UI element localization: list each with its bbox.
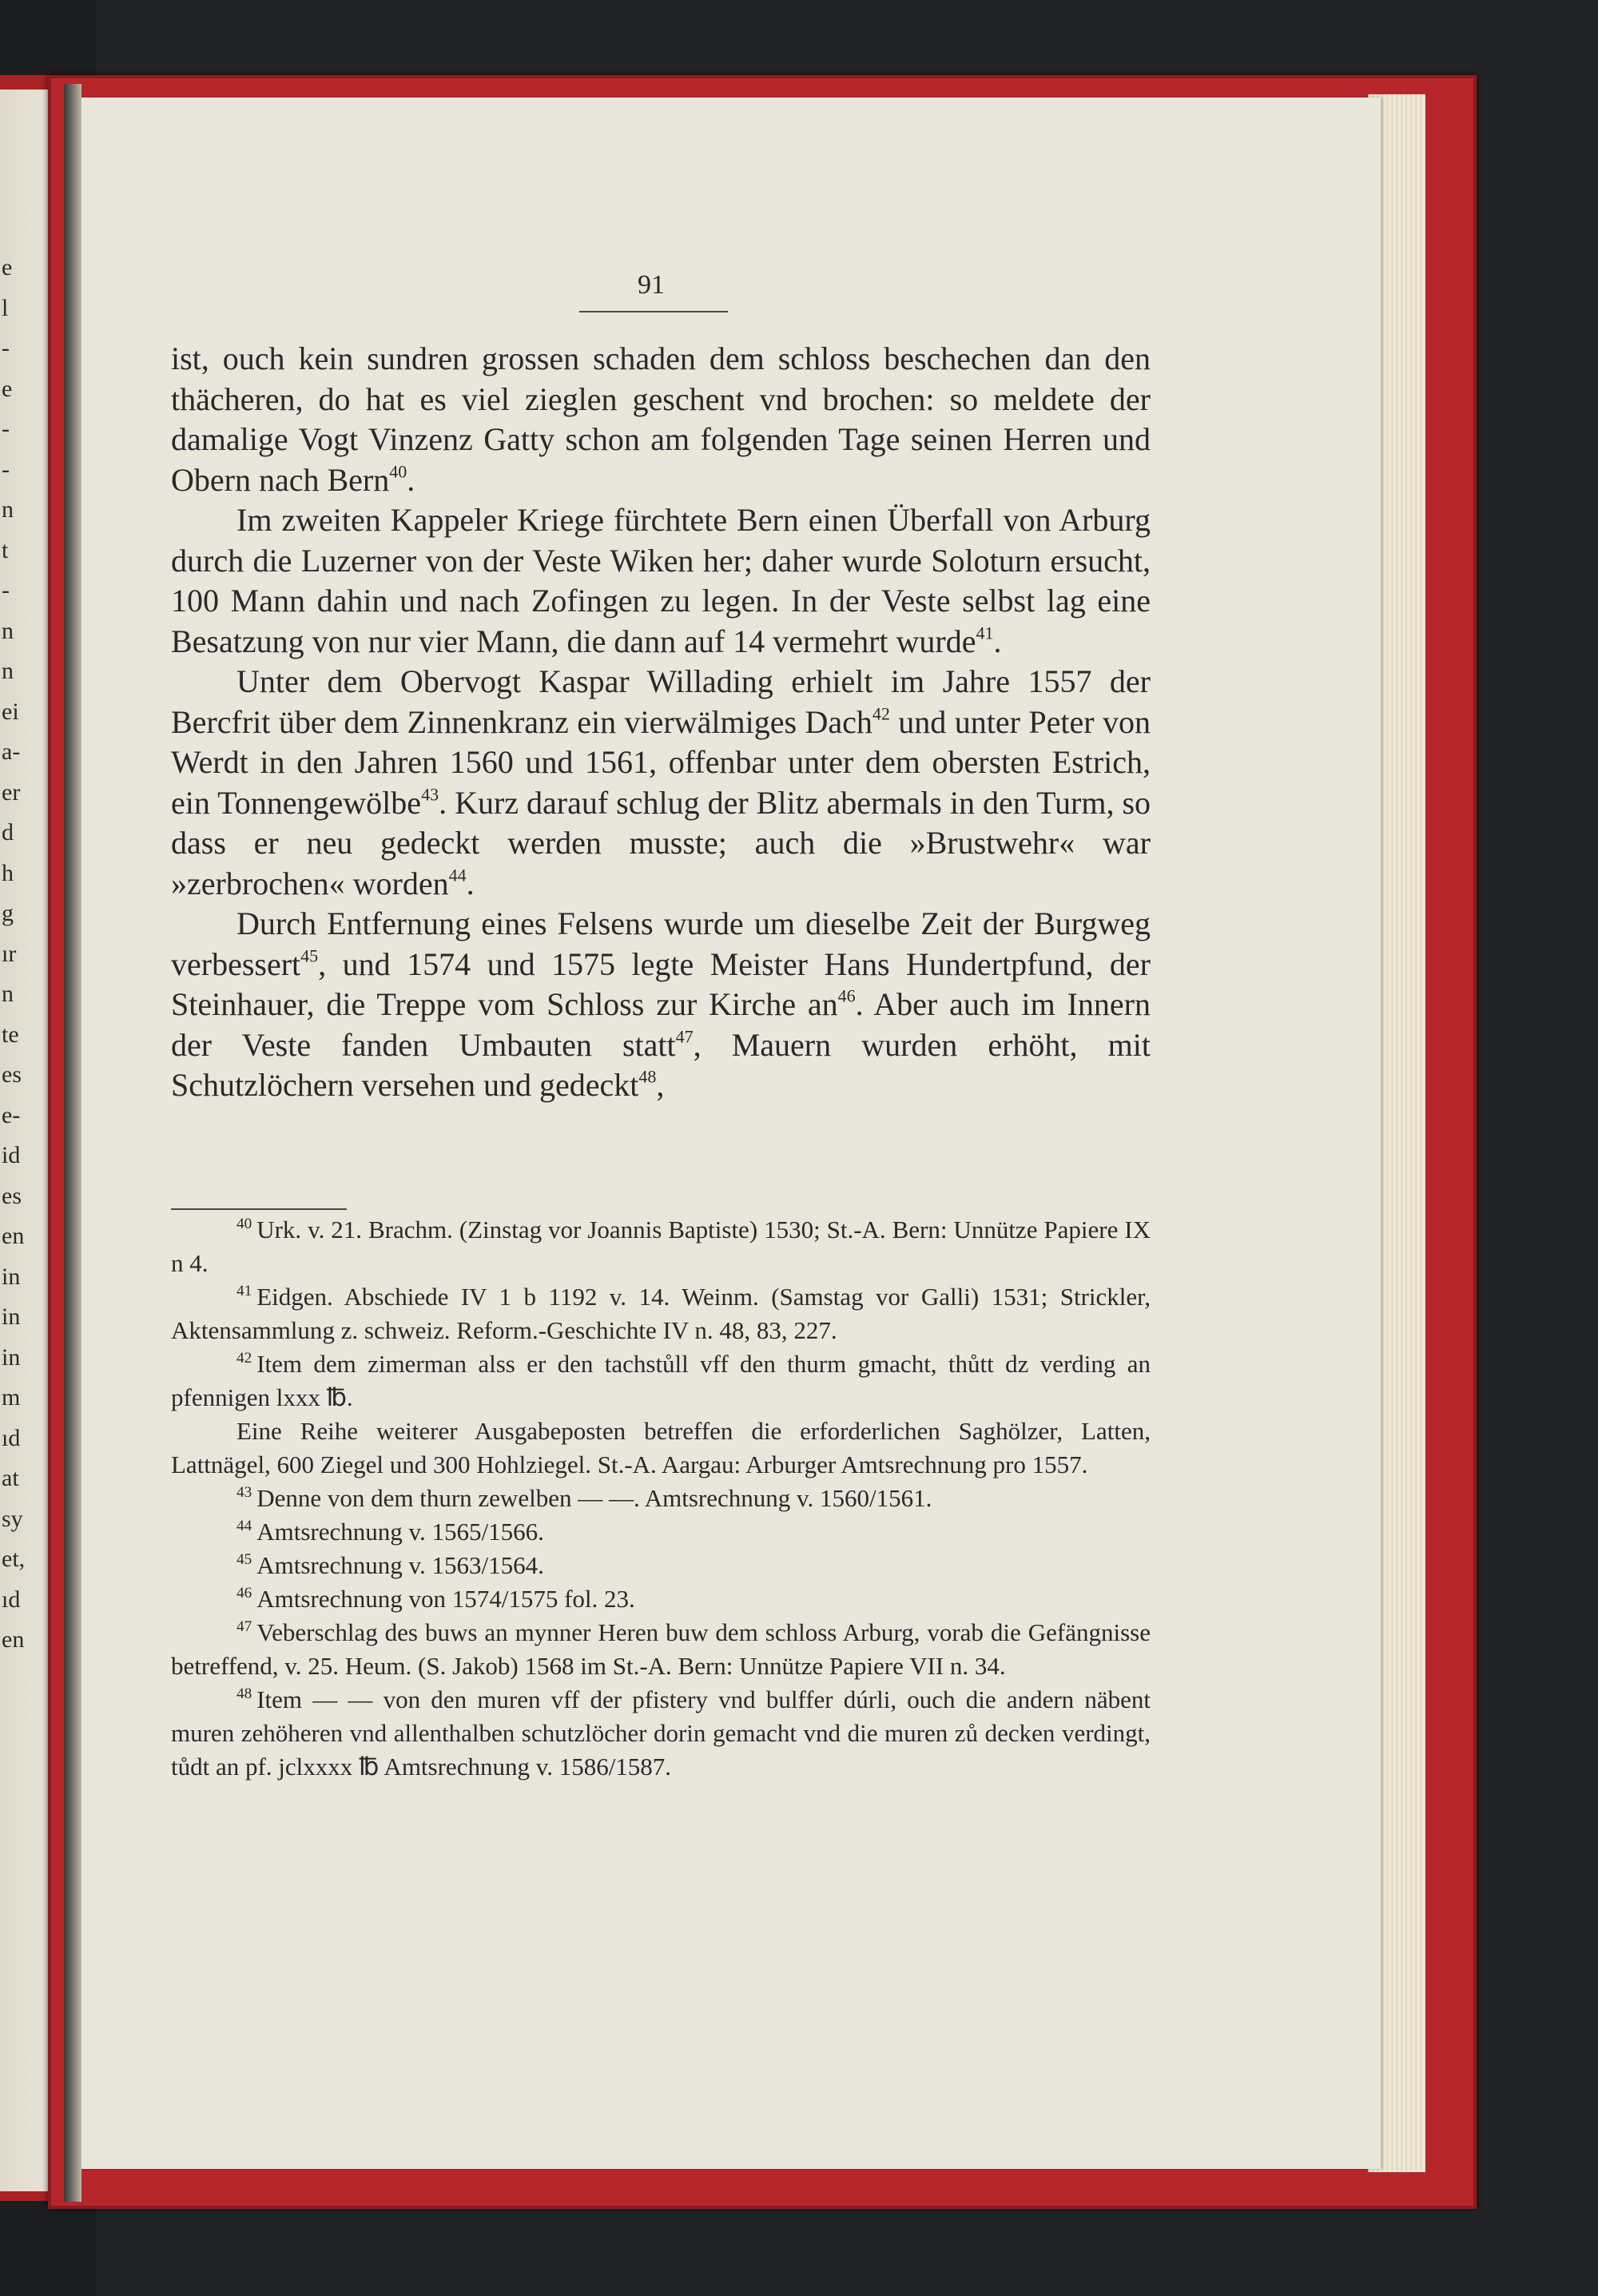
left-page-fragment: g bbox=[2, 900, 14, 927]
footnote-text: Item — — von den muren vff der pfistery vnd bulffer dúrli, ouch die andern näbent muren zehöheren vnd allenthalben schutzlöcher dorin gemacht vnd die muren zů decken verdingt, tůdt an pf. jclxxxx ℔ Amtsrechnung v. 1586/1587. bbox=[171, 1685, 1151, 1781]
paragraph-text: Im zweiten Kappeler Kriege fürchtete Bern einen Überfall von Arburg durch die Luzerner von der Veste Wiken her; daher wurde Soloturn ersucht, 100 Mann dahin und nach Zofingen zu legen. In der Veste selbst lag eine Besatzung von nur vier Mann, die dann auf 14 vermehrt wurde bbox=[171, 502, 1151, 659]
left-page-fragment: n bbox=[2, 658, 14, 685]
footnote-number: 47 bbox=[237, 1618, 252, 1636]
left-page-fragment: - bbox=[2, 335, 10, 362]
footnote bbox=[171, 1515, 1151, 1549]
paragraph-text: und unter Peter von Werdt in den Jahren 1560 und 1561, offenbar unter dem obersten Estrich, ein Tonnengewölbe bbox=[171, 703, 1151, 821]
left-page-fragment: ıd bbox=[2, 1586, 21, 1613]
left-page-fragment: id bbox=[2, 1142, 21, 1169]
footnote bbox=[171, 1549, 1151, 1582]
left-page-fragment: - bbox=[2, 577, 10, 604]
footnote-number: 40 bbox=[237, 1216, 252, 1233]
left-page-fragment: ei bbox=[2, 698, 19, 725]
footnote-text: Amtsrechnung von 1574/1575 fol. 23. bbox=[256, 1585, 635, 1613]
footnote-reference: 48 bbox=[638, 1066, 657, 1087]
footnote-number: 48 bbox=[237, 1685, 252, 1703]
left-page-fragment: at bbox=[2, 1465, 19, 1492]
paragraph-text: , und 1574 und 1575 legte Meister Hans Hundertpfund, der Steinhauer, die Treppe vom Schloss zur Kirche an bbox=[171, 945, 1151, 1022]
footnote bbox=[171, 1347, 1151, 1415]
left-page-fragment: h bbox=[2, 859, 14, 886]
footnote-text: Veberschlag des buws an mynner Heren buw dem schloss Arburg, vorab die Gefängnisse betreffend, v. 25. Heum. (S. Jakob) 1568 im St.-A. Bern: Unnütze Papiere VII n. 34. bbox=[171, 1618, 1151, 1680]
left-page-fragment: en bbox=[2, 1223, 25, 1250]
footnote-number: 45 bbox=[237, 1551, 252, 1569]
footnote-number: 42 bbox=[237, 1350, 252, 1367]
footnote-reference: 41 bbox=[976, 623, 994, 643]
footnote bbox=[171, 1616, 1151, 1683]
book-gutter bbox=[64, 84, 81, 2202]
paragraph-text: . Aber auch im Innern der Veste fanden Umbauten statt bbox=[171, 986, 1151, 1063]
left-page-fragment: es bbox=[2, 1061, 22, 1088]
footnote-number: 46 bbox=[237, 1585, 252, 1602]
page-number-rule bbox=[579, 311, 728, 312]
left-page-fragment: n bbox=[2, 496, 14, 523]
footnote-rule bbox=[171, 1208, 347, 1210]
left-page-fragment: - bbox=[2, 456, 10, 483]
left-page-fragment: sy bbox=[2, 1505, 23, 1532]
paragraph-text: . bbox=[993, 623, 1002, 659]
footnote-text: Denne von dem thurn zewelben — —. Amtsrechnung v. 1560/1561. bbox=[256, 1484, 932, 1512]
footnote-reference: 47 bbox=[675, 1026, 694, 1046]
footnote-text: Eine Reihe weiterer Ausgabeposten betreffen die erforderlichen Saghölzer, Latten, Lattnägel, 600 Ziegel und 300 Hohlziegel. St.-A. Aargau: Arburger Amtsrechnung pro 1557. bbox=[171, 1417, 1151, 1478]
paragraph-text: Durch Entfernung eines Felsens wurde um dieselbe Zeit der Burgweg verbessert bbox=[171, 905, 1151, 982]
body-text bbox=[171, 339, 1151, 1106]
left-page-fragment: ıd bbox=[2, 1424, 21, 1451]
footnote-text: Urk. v. 21. Brachm. (Zinstag vor Joannis Baptiste) 1530; St.-A. Bern: Unnütze Papiere IX n 4. bbox=[171, 1216, 1151, 1277]
footnote-reference: 46 bbox=[837, 985, 856, 1006]
paragraph bbox=[171, 904, 1151, 1106]
paragraph-text: , bbox=[656, 1067, 665, 1103]
left-page-fragment: n bbox=[2, 617, 14, 644]
paragraph bbox=[171, 500, 1151, 662]
left-page-fragment: t bbox=[2, 536, 9, 563]
left-page-fragment: es bbox=[2, 1182, 22, 1209]
page-number: 91 bbox=[638, 270, 665, 300]
left-page-fragment: d bbox=[2, 819, 14, 846]
footnote bbox=[171, 1213, 1151, 1280]
footnote-text: Amtsrechnung v. 1563/1564. bbox=[256, 1551, 544, 1579]
left-page-fragment: en bbox=[2, 1626, 25, 1653]
paragraph bbox=[171, 662, 1151, 904]
footnote-number: 43 bbox=[237, 1484, 252, 1502]
paragraph bbox=[171, 339, 1151, 500]
left-page-fragment: - bbox=[2, 416, 10, 443]
footnote bbox=[171, 1482, 1151, 1515]
footnote-text: Item dem zimerman alss er den tachstůll vff den thurm gmacht, thůtt dz verding an pfennigen lxxx ℔. bbox=[171, 1350, 1151, 1411]
left-page-fragment: e bbox=[2, 375, 13, 402]
left-page-fragment: er bbox=[2, 778, 21, 806]
footnote-text: Eidgen. Abschiede IV 1 b 1192 v. 14. Weinm. (Samstag vor Galli) 1531; Strickler, Aktensammlung z. schweiz. Reform.-Geschichte IV n. 48, 83, 227. bbox=[171, 1283, 1151, 1344]
left-page-fragment: in bbox=[2, 1343, 21, 1371]
footnote-reference: 40 bbox=[389, 461, 407, 481]
paragraph-text: . Kurz darauf schlug der Blitz abermals in den Turm, so dass er neu gedeckt werden musste; auch die »Brustwehr« war »zerbrochen« worden bbox=[171, 784, 1151, 901]
paragraph-text: . bbox=[466, 865, 475, 901]
footnote-number: 44 bbox=[237, 1518, 252, 1535]
paragraph-text: Unter dem Obervogt Kaspar Willading erhielt im Jahre 1557 der Bercfrit über dem Zinnenkranz ein vierwälmiges Dach bbox=[171, 663, 1151, 740]
left-page-fragment: ır bbox=[2, 940, 17, 967]
footnote-reference: 44 bbox=[448, 865, 467, 885]
left-page-fragment: et, bbox=[2, 1546, 26, 1573]
footnote bbox=[171, 1683, 1151, 1784]
footnote-reference: 42 bbox=[872, 703, 890, 723]
left-page-fragment: in bbox=[2, 1263, 21, 1290]
paragraph-text: . bbox=[407, 461, 415, 498]
footnote bbox=[171, 1415, 1151, 1482]
paragraph-text: , Mauern wurden erhöht, mit Schutzlöchern versehen und gedeckt bbox=[171, 1026, 1151, 1103]
left-page-fragment: e- bbox=[2, 1101, 21, 1128]
footnote-reference: 45 bbox=[300, 945, 319, 965]
footnote-text: Amtsrechnung v. 1565/1566. bbox=[256, 1518, 544, 1546]
left-page-fragment: te bbox=[2, 1021, 19, 1048]
left-page-fragment: l bbox=[2, 294, 9, 321]
footnotes bbox=[171, 1213, 1151, 1784]
left-page-fragment: in bbox=[2, 1303, 21, 1331]
left-page-fragment: a- bbox=[2, 738, 21, 766]
left-page-fragment: m bbox=[2, 1384, 21, 1411]
left-page-fragment: e bbox=[2, 254, 13, 281]
footnote bbox=[171, 1582, 1151, 1616]
footnote-reference: 43 bbox=[421, 784, 439, 804]
footnote bbox=[171, 1280, 1151, 1347]
left-page-fragment: n bbox=[2, 981, 14, 1008]
paragraph-text: ist, ouch kein sundren grossen schaden dem schloss beschechen dan den thächeren, do hat es viel zieglen geschent vnd brochen: so meldete der damalige Vogt Vinzenz Gatty schon am folgenden Tage seinen Herren und Obern nach Bern bbox=[171, 340, 1151, 498]
footnote-number: 41 bbox=[237, 1283, 252, 1300]
